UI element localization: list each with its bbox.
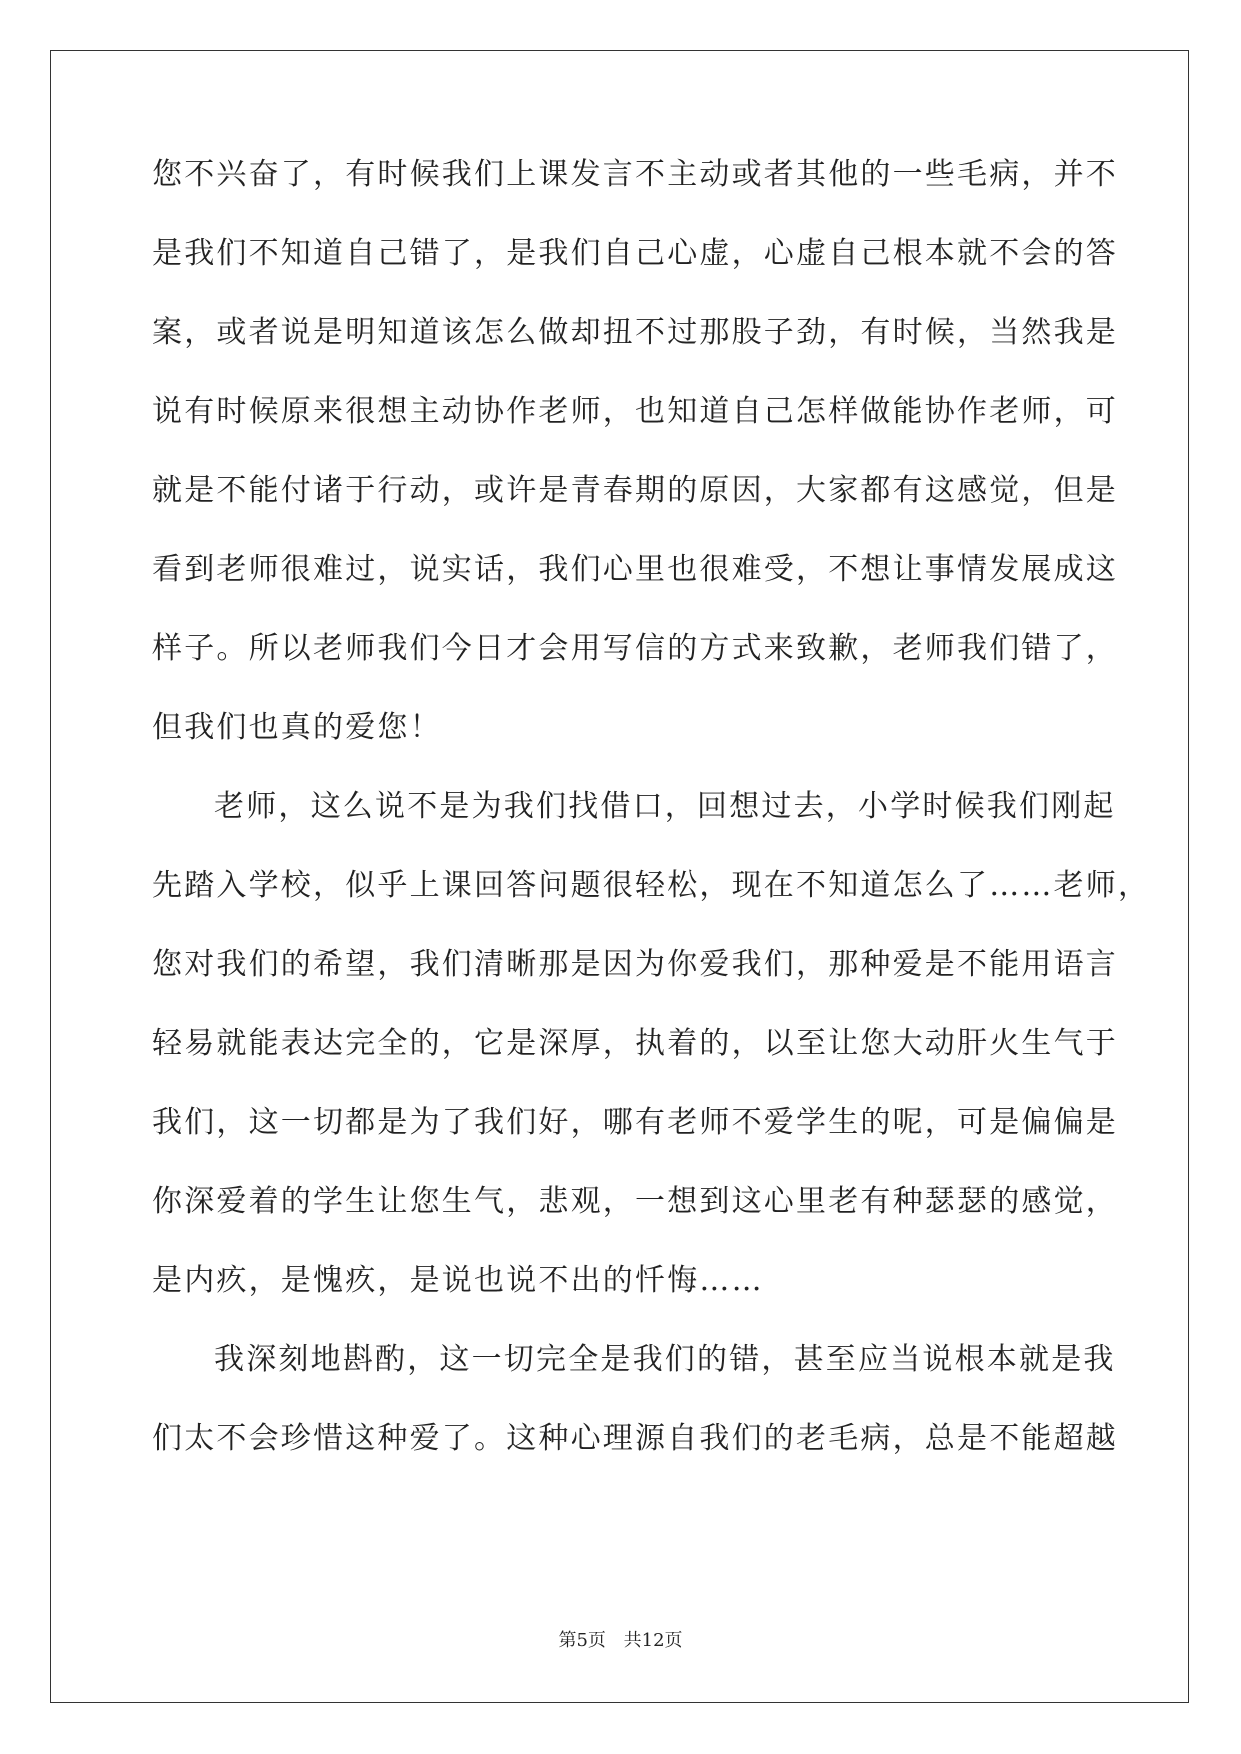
document-body: [152, 157, 1151, 1500]
text-line: 轻易就能表达完全的，它是深厚，执着的，以至让您大动肝火生气于: [152, 1026, 1118, 1061]
paragraph: [152, 157, 1118, 789]
text-line: 我们，这一切都是为了我们好，哪有老师不爱学生的呢，可是偏偏是: [152, 1105, 1118, 1140]
text-line: 是我们不知道自己错了，是我们自己心虚，心虚自己根本就不会的答: [152, 236, 1118, 271]
text-line: 你深爱着的学生让您生气，悲观，一想到这心里老有种瑟瑟的感觉，: [152, 1184, 1118, 1219]
paragraph: [152, 789, 1151, 1342]
page-total: 共12页: [623, 1630, 683, 1651]
text-line: 们太不会珍惜这种爱了。这种心理源自我们的老毛病，总是不能超越: [152, 1421, 1118, 1456]
text-line: 说有时候原来很想主动协作老师，也知道自己怎样做能协作老师，可: [152, 394, 1118, 429]
text-line: 是内疚，是愧疚，是说也说不出的忏悔……: [152, 1263, 764, 1298]
text-line: 但我们也真的爱您！: [152, 710, 442, 745]
page-footer: [0, 1626, 1241, 1652]
page-number: 第5页: [558, 1630, 606, 1651]
text-line: 您不兴奋了，有时候我们上课发言不主动或者其他的一些毛病，并不: [152, 157, 1118, 192]
text-line: 您对我们的希望，我们清晰那是因为你爱我们，那种爱是不能用语言: [152, 947, 1118, 982]
text-line: 我深刻地斟酌，这一切完全是我们的错，甚至应当说根本就是我: [214, 1342, 1116, 1377]
text-line: 老师，这么说不是为我们找借口，回想过去，小学时候我们刚起: [214, 789, 1116, 824]
text-line: 先踏入学校，似乎上课回答问题很轻松，现在不知道怎么了……老师，: [152, 868, 1151, 903]
text-line: 就是不能付诸于行动，或许是青春期的原因，大家都有这感觉，但是: [152, 473, 1118, 508]
paragraph: [152, 1342, 1118, 1500]
text-line: 看到老师很难过，说实话，我们心里也很难受，不想让事情发展成这: [152, 552, 1118, 587]
text-line: 案，或者说是明知道该怎么做却扭不过那股子劲，有时候，当然我是: [152, 315, 1118, 350]
text-line: 样子。所以老师我们今日才会用写信的方式来致歉，老师我们错了，: [152, 631, 1118, 666]
